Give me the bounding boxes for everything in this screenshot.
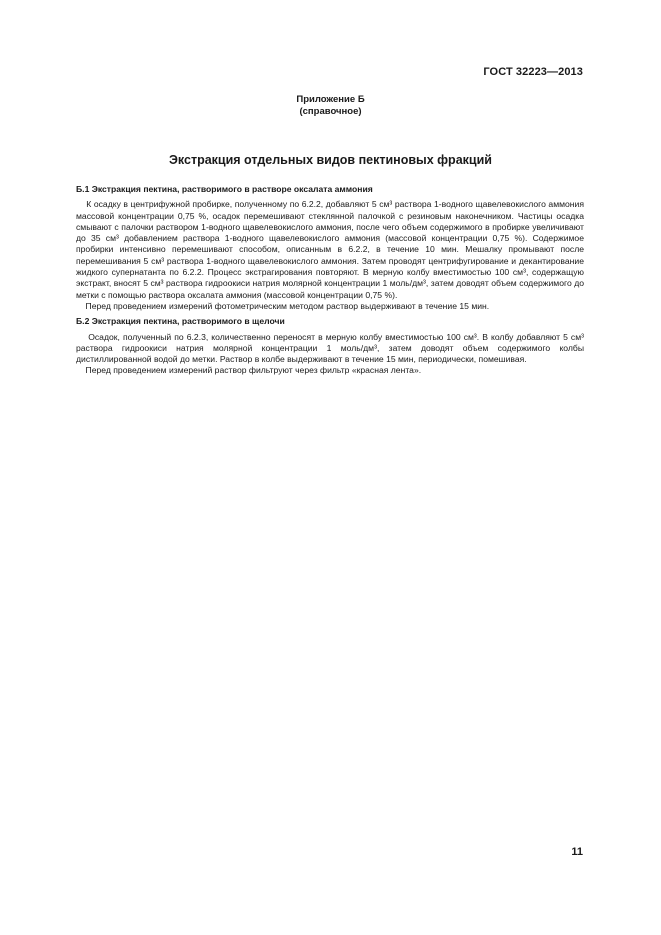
document-code: ГОСТ 32223—2013 [483,66,583,78]
page-title: Экстракция отдельных видов пектиновых фракций [169,153,492,167]
paragraph: Перед проведением измерений фотометрическим методом раствор выдерживают в течение 15 мин. [76,300,490,311]
paragraph: К осадку в центрифужной пробирке, полученному по 6.2.2, добавляют 5 см³ раствора 1-водного щавелевокислого аммония массовой концентрации 0,75 %, осадок перемешивают стеклянной палочкой с резиновым наконечником. Частицы осадка смывают с палочки раствором 1-водного щавелевокислого аммония, после чего объем содержимого в пробирке увеличивают до 35 см³ добавлением раствора 1-водного щавелевокислого аммония (массовой концентрации 0,75 %). Содержимое пробирки интенсивно перемешивают способом, описанным в 6.2.2, в течение 10 мин. Мешалку промывают после перемешивания 5 см³ раствора 1-водного щавелевокислого аммония. Затем проводят центрифугирование и декантирование жидкого супернатанта по 6.2.2. Процесс экстрагирования повторяют. В мерную колбу вместимостью 100 см³, содержащую экстракт, вносят 5 см³ раствора гидроокиси натрия молярной концентрации 1 моль/дм³, затем доводят объем содержимого до метки с помощью раствора оксалата аммония (массовой концентрации 0,75 %). [76,199,584,300]
section-heading-b2: Б.2 Экстракция пектина, растворимого в щелочи [76,316,285,327]
page-number: 11 [571,846,583,858]
section-heading-b1: Б.1 Экстракция пектина, растворимого в растворе оксалата аммония [76,184,373,194]
document-body [76,184,584,377]
appendix-type: (справочное) [299,106,362,117]
paragraph: Осадок, полученный по 6.2.3, количественно переносят в мерную колбу вместимостью 100 см³. В колбу добавляют 5 см³ раствора гидроокиси натрия молярной концентрации 1 моль/дм³, затем доводят объем содержимого колбы дистиллированной водой до метки. Раствор в колбе выдерживают в течение 15 мин, периодически, помешивая. [76,331,584,365]
appendix-label: Приложение Б [296,94,365,105]
appendix-heading [0,94,661,118]
paragraph: Перед проведением измерений раствор фильтруют через фильтр «красная лента». [76,365,422,376]
